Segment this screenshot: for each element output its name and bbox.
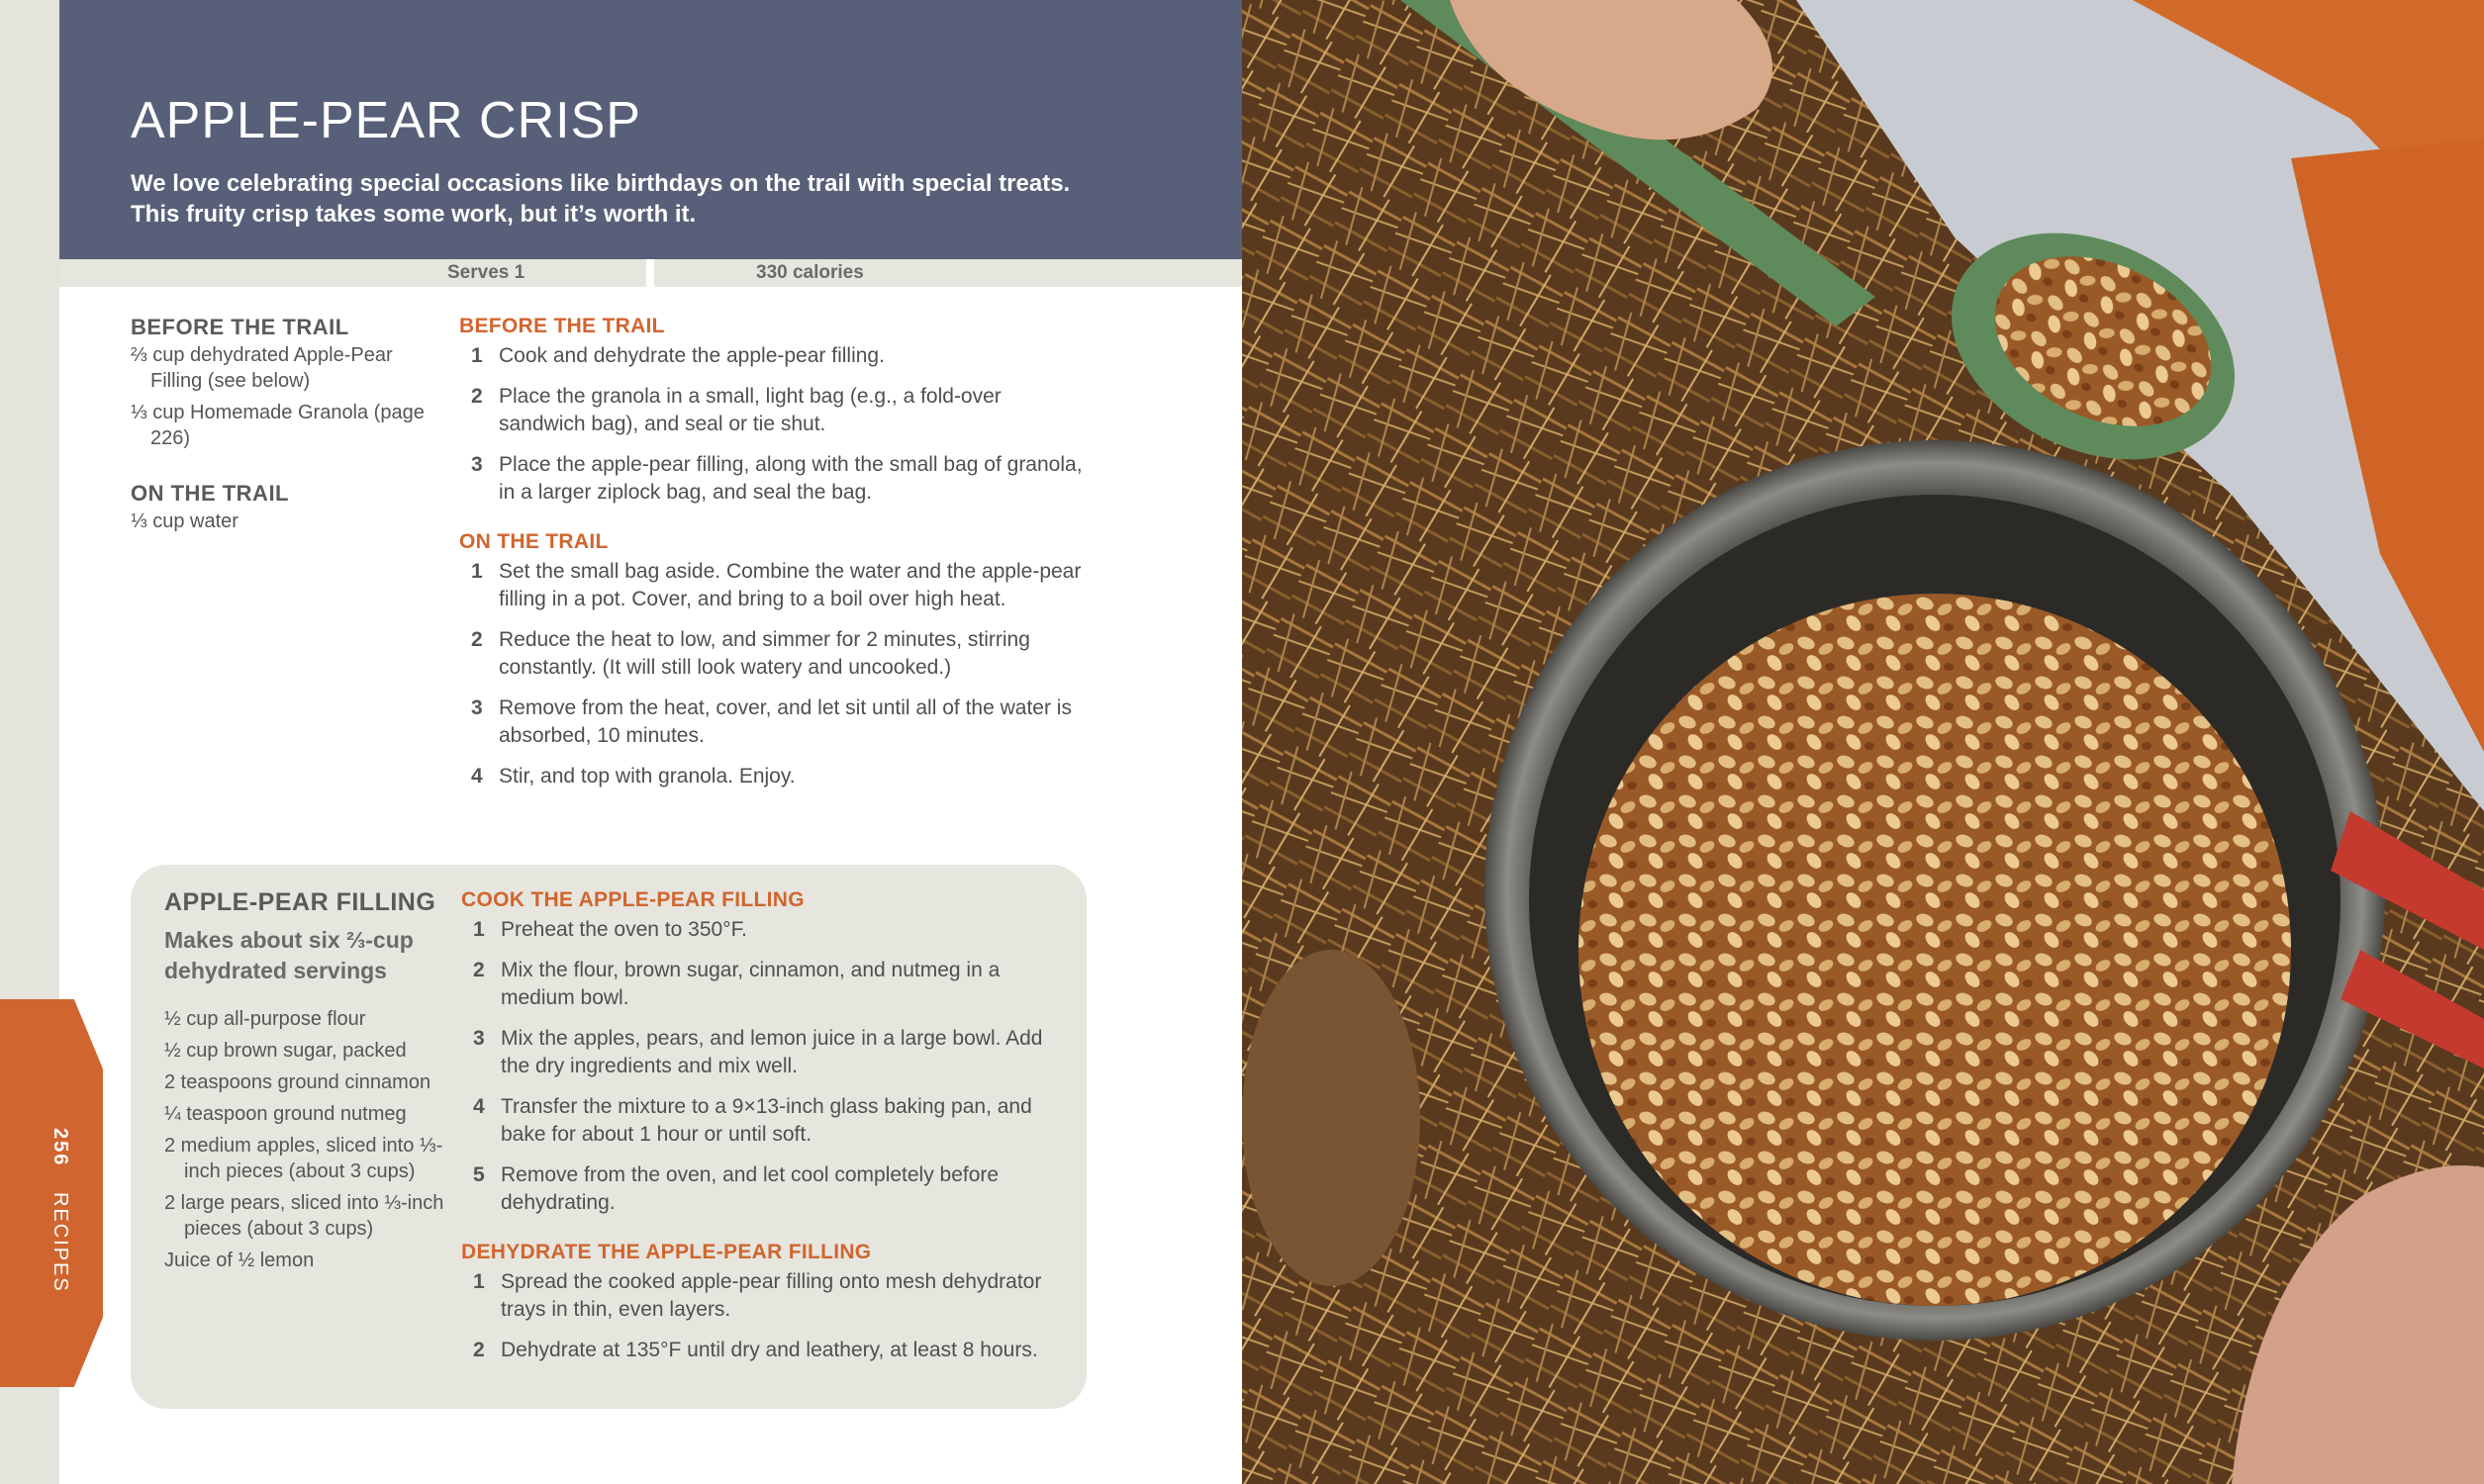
filling-ingredient: 2 medium apples, sliced into ⅓-inch pieces (about 3 cups) — [164, 1135, 443, 1182]
step-item: 4 Transfer the mixture to a 9×13-inch glass baking pan, and bake for about 1 hour or until soft. — [473, 1095, 1032, 1146]
step-item: 1 Cook and dehydrate the apple-pear filling. — [471, 344, 885, 367]
recipe-photo — [1242, 0, 2484, 1484]
steps-before-list — [459, 342, 1093, 507]
filling-dehydrate-heading: DEHYDRATE THE APPLE-PEAR FILLING — [461, 1241, 872, 1263]
step-item: 2 Reduce the heat to low, and simmer for 2 minutes, stirring constantly. (It will still look watery and uncooked.) — [471, 628, 1030, 679]
ingredient-item: ⅓ cup water — [131, 510, 239, 532]
ingredients-before-heading: BEFORE THE TRAIL — [131, 315, 349, 339]
step-item: 1 Set the small bag aside. Combine the water and the apple-pear filling in a pot. Cover, and bring to a boil over high heat. — [471, 560, 1082, 610]
filling-ingredients-column — [164, 888, 451, 1279]
ingredient-item: ⅔ cup dehydrated Apple-Pear Filling (see below) — [131, 344, 393, 392]
filling-ingredient: ½ cup all-purpose flour — [164, 1008, 366, 1030]
filling-ingredient: 2 large pears, sliced into ⅓-inch pieces (about 3 cups) — [164, 1192, 444, 1240]
filling-dehydrate-list — [461, 1268, 1065, 1364]
step-item: 4 Stir, and top with granola. Enjoy. — [471, 765, 796, 788]
step-item: 1 Preheat the oven to 350°F. — [473, 918, 747, 941]
filling-cook-heading: COOK THE APPLE-PEAR FILLING — [461, 888, 805, 911]
steps-column — [459, 315, 1093, 803]
step-item: 2 Mix the flour, brown sugar, cinnamon, and nutmeg in a medium bowl. — [473, 959, 1001, 1009]
step-item: 5 Remove from the oven, and let cool completely before dehydrating. — [473, 1163, 1000, 1214]
ingredients-column — [131, 315, 437, 540]
section-name: RECIPES — [49, 1191, 71, 1293]
filling-ingredient: Juice of ½ lemon — [164, 1250, 315, 1271]
filling-title: APPLE-PEAR FILLING — [164, 888, 436, 916]
serves-label: Serves 1 — [447, 262, 525, 283]
apple-pear-crisp — [1578, 594, 2291, 1306]
step-item: 1 Spread the cooked apple-pear filling onto mesh dehydrator trays in thin, even layers. — [473, 1270, 1042, 1321]
filling-ingredient: 2 teaspoons ground cinnamon — [164, 1071, 431, 1093]
filling-steps-column — [461, 888, 1065, 1377]
filling-ingredient: ¼ teaspoon ground nutmeg — [164, 1103, 407, 1125]
filling-yield: Makes about six ⅔-cup dehydrated servings — [164, 927, 414, 983]
step-item: 2 Dehydrate at 135°F until dry and leathery, at least 8 hours. — [473, 1339, 1038, 1361]
filling-cook-list — [461, 916, 1065, 1217]
step-item: 3 Place the apple-pear filling, along with the small bag of granola, in a larger ziplock bag, and seal the bag. — [471, 453, 1083, 504]
recipe-intro: We love celebrating special occasions like birthdays on the trail with special treats. This fruity crisp takes some work, but it’s worth it. — [131, 170, 1071, 228]
pine-cone — [1242, 950, 1420, 1286]
page-number: 256 — [49, 1128, 71, 1167]
filling-ingredient: ½ cup brown sugar, packed — [164, 1040, 407, 1062]
steps-on-heading: ON THE TRAIL — [459, 530, 609, 553]
steps-on-list — [459, 558, 1093, 790]
section-tab-label — [22, 1128, 71, 1293]
calories-label: 330 calories — [756, 262, 864, 283]
ingredients-on-heading: ON THE TRAIL — [131, 481, 289, 506]
stats-bar — [59, 259, 1242, 287]
steps-before-heading: BEFORE THE TRAIL — [459, 315, 665, 337]
photo-illustration — [1242, 0, 2484, 1484]
ingredient-item: ⅓ cup Homemade Granola (page 226) — [131, 402, 425, 449]
step-item: 3 Remove from the heat, cover, and let sit until all of the water is absorbed, 10 minutes. — [471, 696, 1072, 747]
recipe-title: APPLE-PEAR CRISP — [131, 92, 641, 149]
step-item: 3 Mix the apples, pears, and lemon juice in a large bowl. Add the dry ingredients and mix well. — [473, 1027, 1043, 1077]
step-item: 2 Place the granola in a small, light bag (e.g., a fold-over sandwich bag), and seal or tie shut. — [471, 385, 1002, 435]
